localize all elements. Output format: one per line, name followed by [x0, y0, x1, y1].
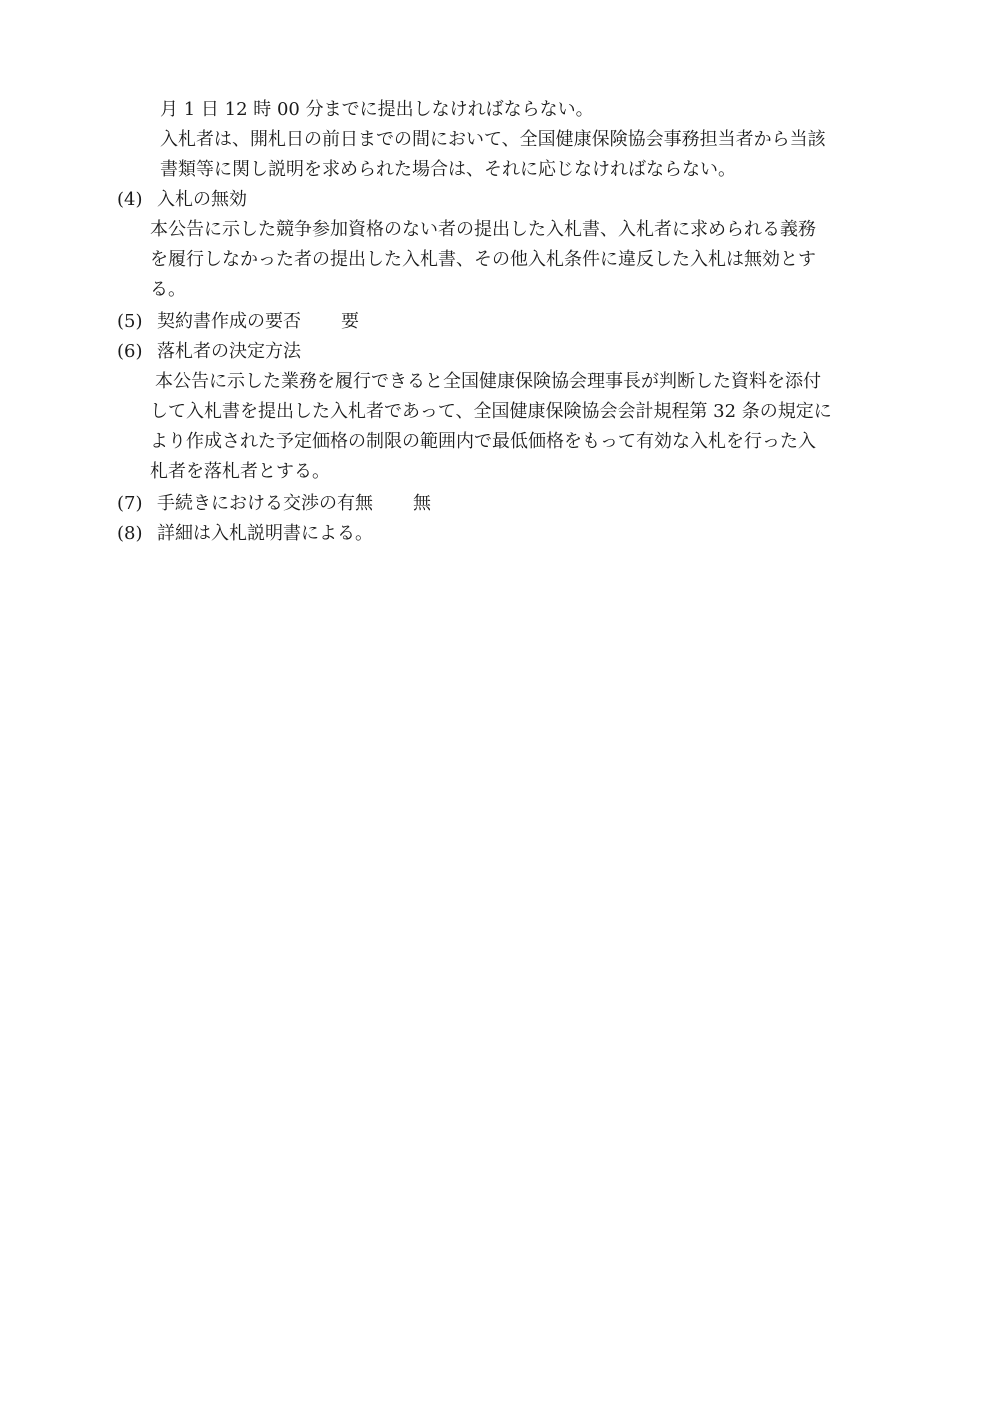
section5-title: 契約書作成の要否 — [157, 311, 301, 332]
section3-line3: 書類等に関し説明を求められた場合は、それに応じなければならない。 — [160, 159, 736, 180]
section4-line1: 本公告に示した競争参加資格のない者の提出した入札書、入札者に求められる義務 — [150, 219, 816, 240]
section4-title: 入札の無効 — [157, 189, 247, 210]
section7-heading — [117, 492, 431, 516]
section6-line3: より作成された予定価格の制限の範囲内で最低価格をもって有効な入札を行った入 — [150, 431, 816, 452]
section8-heading — [117, 522, 373, 546]
section5-number: (5) — [117, 311, 143, 332]
section6-line1: 本公告に示した業務を履行できると全国健康保険協会理事長が判断した資料を添付 — [155, 371, 821, 392]
section7-title: 手続きにおける交渉の有無 — [157, 493, 373, 514]
section5-value: 要 — [341, 311, 359, 332]
section4-number: (4) — [117, 189, 143, 210]
section7-number: (7) — [117, 493, 143, 514]
section8-number: (8) — [117, 523, 143, 544]
section4-line2: を履行しなかった者の提出した入札書、その他入札条件に違反した入札は無効とす — [150, 249, 816, 270]
section3-line2: 入札者は、開札日の前日までの間において、全国健康保険協会事務担当者から当該 — [160, 129, 826, 150]
section5-heading — [117, 310, 359, 334]
section6-heading — [117, 340, 301, 364]
section6-line2: して入札書を提出した入札者であって、全国健康保険協会会計規程第 32 条の規定に — [150, 401, 832, 422]
section4-line3: る。 — [150, 279, 186, 300]
section6-number: (6) — [117, 341, 143, 362]
section6-line4: 札者を落札者とする。 — [150, 461, 330, 482]
section7-value: 無 — [413, 493, 431, 514]
section8-title: 詳細は入札説明書による。 — [157, 523, 373, 544]
section4-heading — [117, 188, 247, 212]
section3-line1: 月 1 日 12 時 00 分までに提出しなければならない。 — [160, 99, 594, 120]
section6-title: 落札者の決定方法 — [157, 341, 301, 362]
